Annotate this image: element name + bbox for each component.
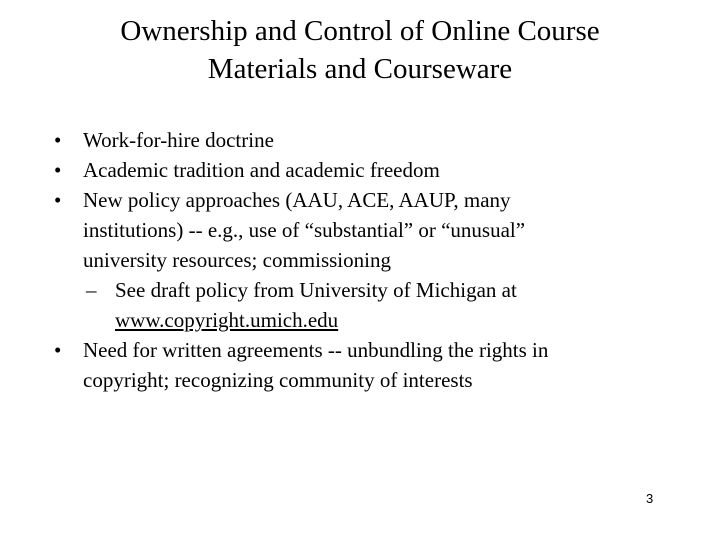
dash-icon: –	[86, 278, 97, 302]
bullet-text-line-2: institutions) -- e.g., use of “substantial” or “unusual”	[83, 218, 526, 242]
slide-title	[36, 12, 684, 88]
bullet-icon: •	[54, 188, 62, 212]
slide-title-line-1: Ownership and Control of Online Course	[120, 15, 600, 47]
bullet-text-line-3: university resources; commissioning	[83, 248, 391, 272]
bullet-icon: •	[54, 128, 62, 152]
bullet-item-new-policy	[54, 185, 674, 275]
bullet-icon: •	[54, 338, 62, 362]
bullet-text: Academic tradition and academic freedom	[83, 158, 440, 182]
bullet-icon: •	[54, 158, 62, 182]
michigan-copyright-link[interactable]: www.copyright.umich.edu	[115, 308, 339, 332]
sub-bullet-text: See draft policy from University of Michigan at	[115, 278, 517, 302]
bullet-item-work-for-hire	[54, 125, 674, 155]
slide-title-line-2: Materials and Courseware	[207, 53, 513, 85]
bullet-text-line-1: Need for written agreements -- unbundling the rights in	[83, 338, 549, 362]
bullet-list	[54, 125, 674, 395]
sub-bullet-michigan-policy	[54, 275, 674, 335]
bullet-text-line-2: copyright; recognizing community of interests	[83, 368, 473, 392]
bullet-item-written-agreements	[54, 335, 674, 395]
bullet-text: Work-for-hire doctrine	[83, 128, 274, 152]
bullet-text-line-1: New policy approaches (AAU, ACE, AAUP, many	[83, 188, 511, 212]
page-number: 3	[646, 491, 654, 506]
bullet-item-academic-tradition	[54, 155, 674, 185]
